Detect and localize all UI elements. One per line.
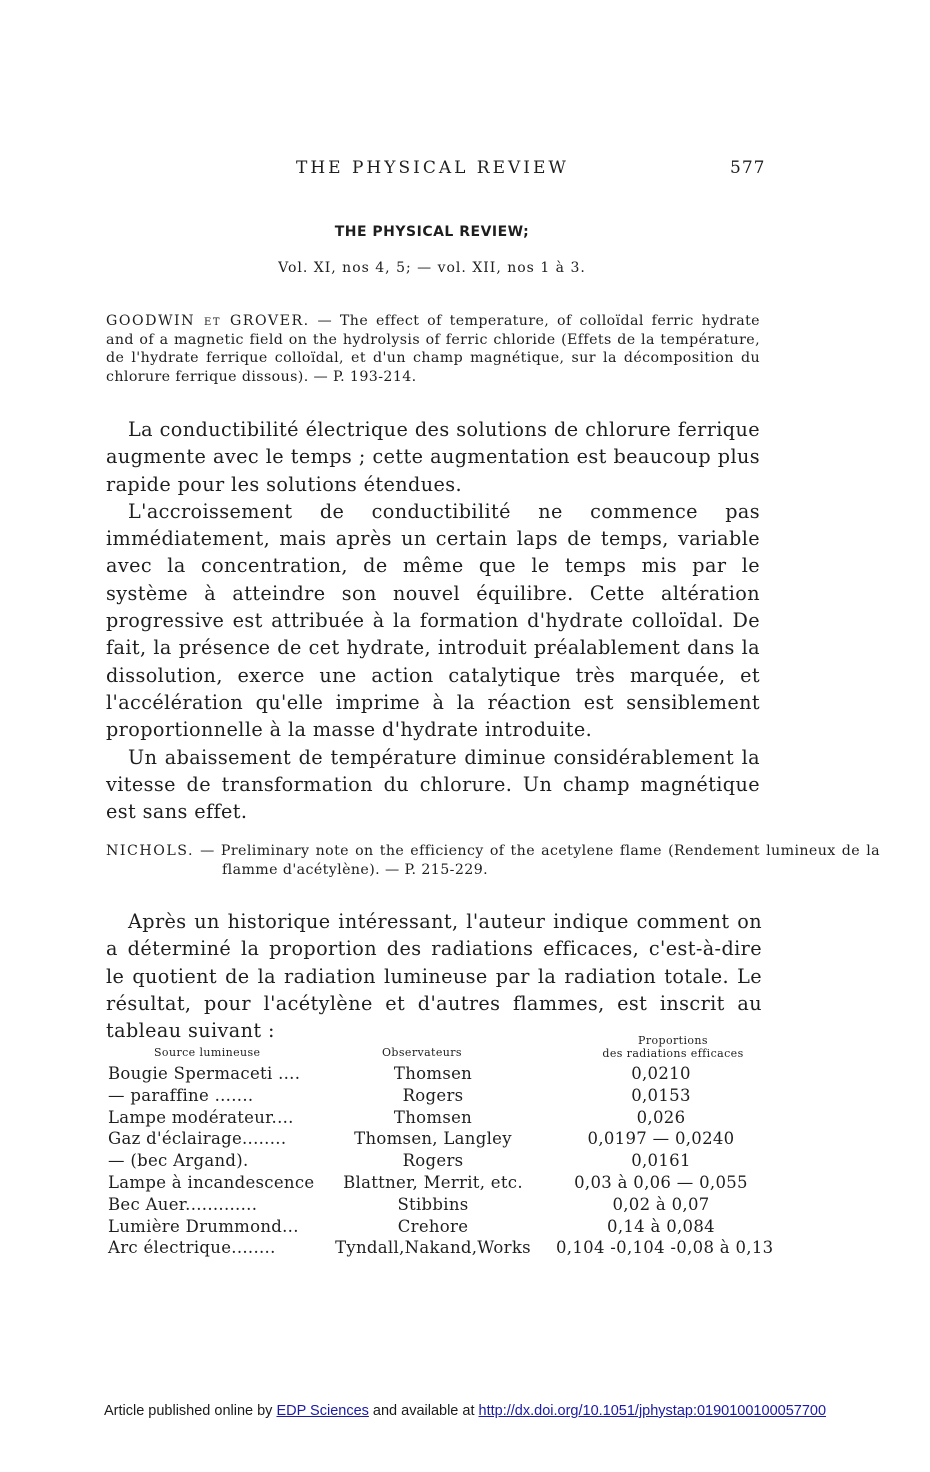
cell-observers: Rogers [402, 1151, 464, 1171]
article1-authors: GOODWIN et GROVER. [106, 313, 310, 329]
journal-title: THE PHYSICAL REVIEW; [334, 224, 530, 240]
table-row [108, 1129, 768, 1151]
article2-authors: NICHOLS. [106, 843, 195, 859]
article2-reference [106, 842, 880, 879]
table-row [108, 1238, 774, 1260]
cell-source: Bougie Spermaceti .... [108, 1064, 301, 1083]
table-header [108, 1034, 768, 1064]
header-proportion-line2: des radiations efficaces [602, 1047, 744, 1060]
article1-paragraph: L'accroissement de conductibilité ne commence pas immédiatement, mais après un certain laps de temps, variable avec la concentration, de même que le temps mis par le système à atteindre son nouvel équilibre. Cette altération progressive est attribuée à la formation d'hydrate colloïdal. De fait, la présence de cet hydrate, introduit préalablement dans la dissolution, exerce une action catalytique très marquée, et l'accélération qu'elle imprime à la réaction est sensiblement proportionnelle à la masse d'hydrate introduite. [106, 499, 760, 742]
cell-value: 0,0210 [631, 1064, 691, 1083]
article2-paragraph: Après un historique intéressant, l'auteur indique comment on a déterminé la proportion des radiations efficaces, c'est-à-dire le quotient de la radiation lumineuse par la radiation totale. Le résultat, pour l'acétylène et d'autres flammes, est inscrit au tableau suivant : [106, 910, 762, 1043]
article2-citation: — Preliminary note on the efficiency of the acetylene flame (Rendement lumineux de la flamme d'acétylène). — P. 215-229. [200, 843, 880, 878]
table-row [108, 1173, 768, 1195]
footer-middle: and available at [368, 1403, 479, 1419]
running-head-title: THE PHYSICAL REVIEW [296, 158, 569, 178]
table-row [108, 1217, 768, 1239]
article1-body [106, 416, 760, 825]
table-row [108, 1195, 768, 1217]
header-observers: Observateurs [382, 1046, 462, 1059]
cell-value: 0,104 -0,104 -0,08 à 0,13 [556, 1238, 774, 1258]
cell-value: 0,026 [636, 1107, 686, 1127]
volume-line: Vol. XI, nos 4, 5; — vol. XII, nos 1 à 3. [278, 260, 586, 276]
header-source: Source lumineuse [154, 1046, 261, 1059]
cell-observers: Blattner, Merrit, etc. [343, 1172, 523, 1192]
cell-observers: Rogers [402, 1085, 464, 1105]
cell-value: 0,0197 — 0,0240 [587, 1129, 735, 1149]
cell-source: — paraffine ....... [108, 1085, 254, 1105]
cell-observers: Thomsen [393, 1107, 473, 1127]
footer [0, 1403, 930, 1419]
header-proportion-line1: Proportions [638, 1034, 708, 1047]
cell-source: Bec Auer............. [108, 1194, 258, 1214]
cell-source: — (bec Argand). [108, 1151, 249, 1171]
publisher-link[interactable]: EDP Sciences [276, 1403, 369, 1419]
footer-prefix: Article published online by [103, 1403, 277, 1419]
table-row [108, 1064, 768, 1086]
table-row [108, 1086, 768, 1108]
header-proportion [588, 1034, 758, 1060]
article1-paragraph: Un abaissement de température diminue considérablement la vitesse de transformation du chlorure. Un champ magnétique est sans effet. [106, 745, 760, 824]
article1-reference [106, 312, 760, 386]
cell-value: 0,14 à 0,084 [607, 1216, 715, 1236]
cell-observers: Stibbins [397, 1194, 469, 1214]
cell-value: 0,03 à 0,06 — 0,055 [574, 1172, 748, 1192]
article1-paragraph: La conductibilité électrique des solutions de chlorure ferrique augmente avec le temps ; cette augmentation est beaucoup plus rapide pour les solutions étendues. [106, 418, 760, 496]
cell-source: Lampe modérateur.... [108, 1107, 294, 1127]
running-head [0, 158, 930, 182]
cell-value: 0,02 à 0,07 [612, 1194, 710, 1214]
cell-source: Lumière Drummond... [108, 1216, 299, 1236]
doi-link[interactable]: http://dx.doi.org/10.1051/jphystap:0190100100057700 [478, 1403, 827, 1419]
cell-source: Gaz d'éclairage........ [108, 1129, 287, 1149]
cell-observers: Thomsen [393, 1064, 473, 1083]
table-row [108, 1151, 768, 1173]
efficiency-table [108, 1034, 774, 1260]
cell-value: 0,0161 [631, 1151, 691, 1171]
cell-value: 0,0153 [631, 1085, 691, 1105]
cell-observers: Thomsen, Langley [354, 1129, 512, 1149]
article2-body [106, 908, 762, 1044]
table-body [108, 1064, 774, 1260]
cell-observers: Tyndall,Nakand,Works [335, 1238, 531, 1258]
table-row [108, 1108, 768, 1130]
cell-source: Lampe à incandescence [108, 1172, 315, 1192]
cell-observers: Crehore [397, 1216, 469, 1236]
page-number: 577 [730, 158, 766, 178]
article1-citation: — The effect of temperature, of colloïdal ferric hydrate and of a magnetic field on the hydrolysis of ferric chloride (Effets de la température, de l'hydrate ferrique colloïdal, et d'un champ magnétique, sur la décomposition du chlorure ferrique dissous). — P. 193-214. [106, 313, 760, 385]
cell-source: Arc électrique........ [108, 1238, 276, 1258]
